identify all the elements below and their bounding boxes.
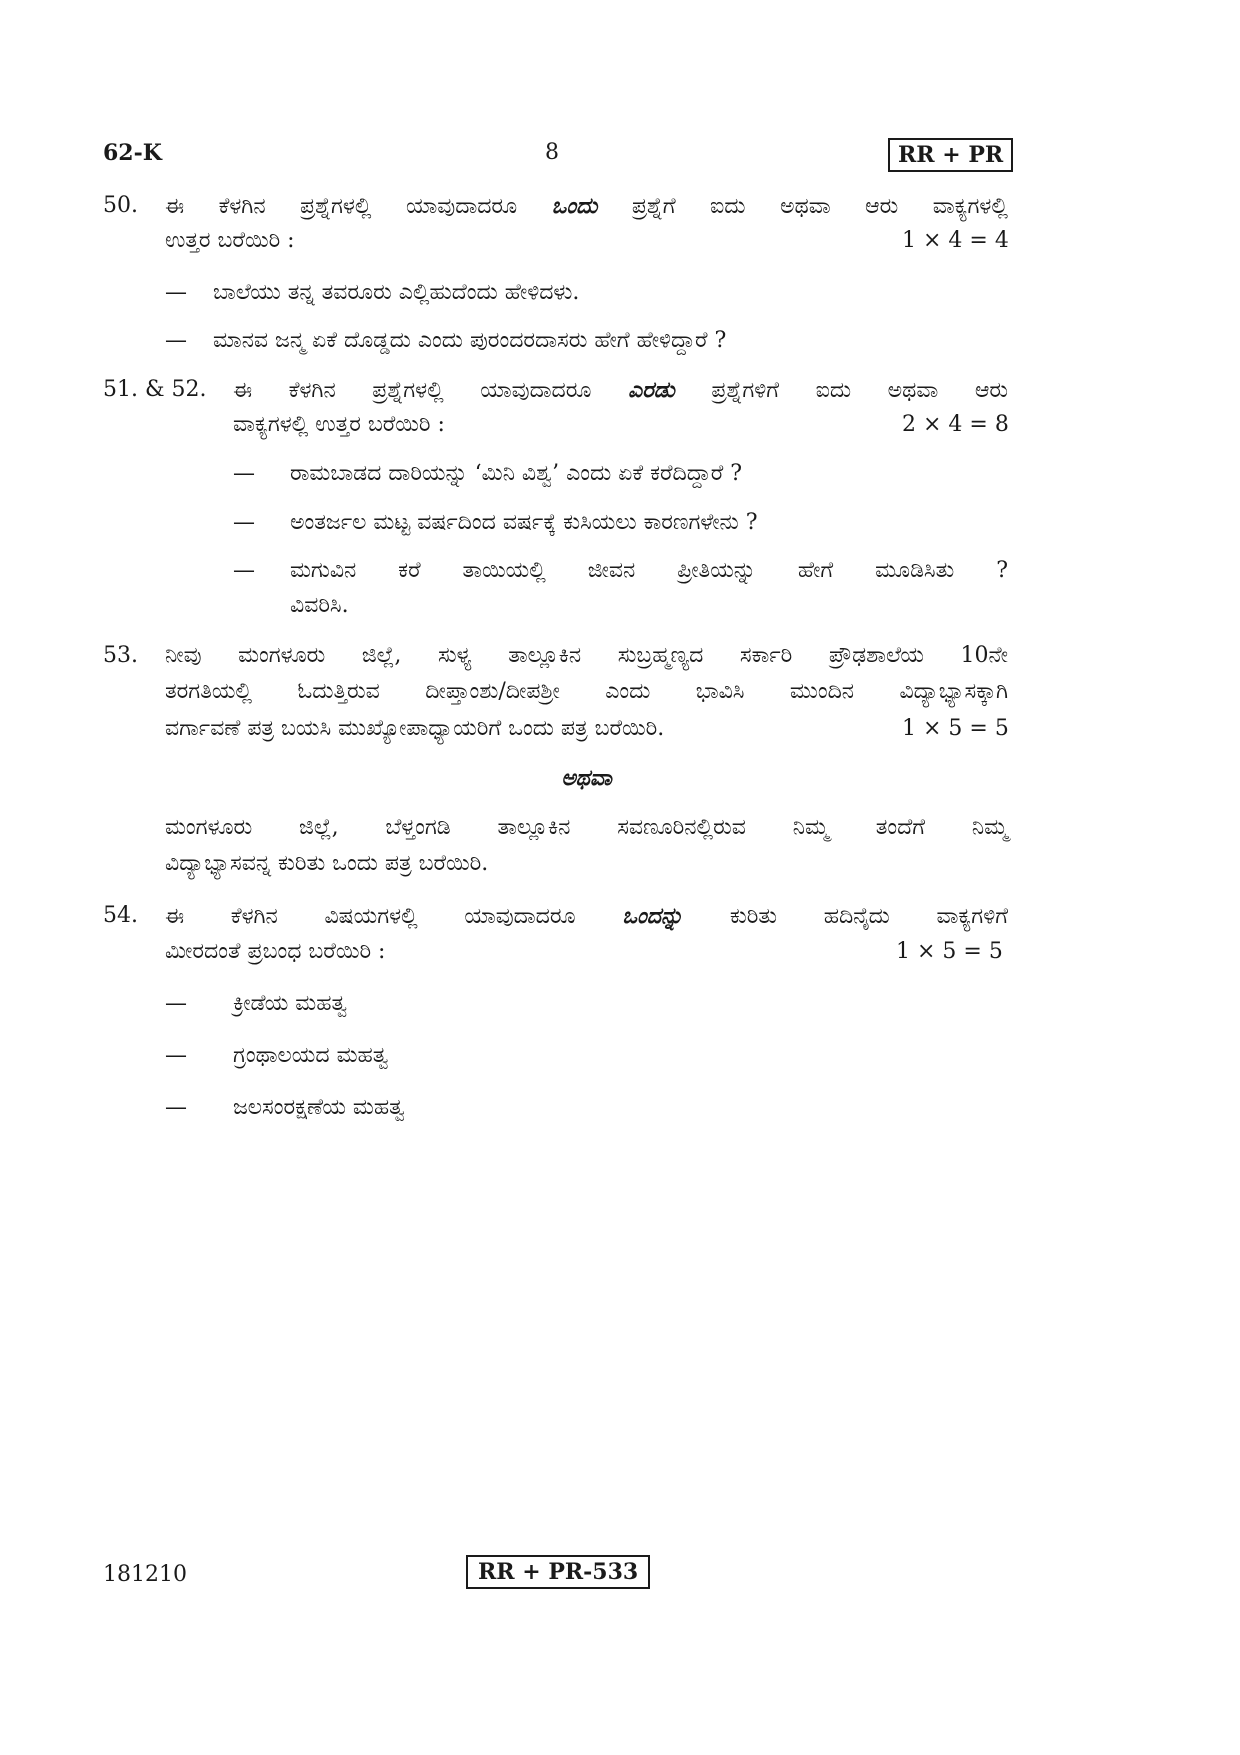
question-text — [165, 903, 1008, 929]
option-item-continuation: ವಿವರಿಸಿ. — [290, 593, 349, 618]
footer-code: 181210 — [103, 1562, 187, 1587]
dash-bullet: — — [165, 280, 187, 305]
footer-series-box: RR + PR-533 — [466, 1555, 650, 1589]
question-number: 53. — [103, 643, 138, 668]
emphasis-word: ಎರಡು — [628, 377, 675, 403]
dash-bullet: — — [233, 510, 255, 535]
alternative-text: ಮಂಗಳೂರು ಜಿಲ್ಲೆ, ಬೆಳ್ತಂಗಡಿ ತಾಲ್ಲೂಕಿನ ಸವಣೂರಿನಲ್ಲಿರುವ ನಿಮ್ಮ ತಂದೆಗೆ ನಿಮ್ಮ — [165, 815, 1008, 840]
topic-item: ಜಲಸಂರಕ್ಷಣೆಯ ಮಹತ್ವ — [233, 1095, 405, 1120]
question-text-line2: ಉತ್ತರ ಬರೆಯಿರಿ : — [165, 228, 295, 253]
question-text: ನೀವು ಮಂಗಳೂರು ಜಿಲ್ಲೆ, ಸುಳ್ಯ ತಾಲ್ಲೂಕಿನ ಸುಬ್ರಹ್ಮಣ್ಯದ ಸರ್ಕಾರಿ ಪ್ರೌಢಶಾಲೆಯ 10ನೇ — [165, 643, 1008, 668]
text-run: ಈ ಕೆಳಗಿನ ವಿಷಯಗಳಲ್ಲಿ ಯಾವುದಾದರೂ — [165, 904, 623, 929]
alternative-text: ವಿದ್ಯಾಭ್ಯಾಸವನ್ನ ಕುರಿತು ಒಂದು ಪತ್ರ ಬರೆಯಿರಿ. — [165, 851, 489, 876]
question-text-line2: ಮೀರದಂತೆ ಪ್ರಬಂಧ ಬರೆಯಿರಿ : — [165, 939, 386, 964]
question-text: ತರಗತಿಯಲ್ಲಿ ಓದುತ್ತಿರುವ ದೀಪ್ತಾಂಶು/ದೀಪಶ್ರೀ ಎಂದು ಭಾವಿಸಿ ಮುಂದಿನ ವಿದ್ಯಾಭ್ಯಾಸಕ್ಕಾಗಿ — [165, 679, 1008, 704]
question-number: 50. — [103, 193, 138, 218]
marks-label: 1 × 5 = 5 — [902, 716, 1009, 741]
text-run: ಈ ಕೆಳಗಿನ ಪ್ರಶ್ನೆಗಳಲ್ಲಿ ಯಾವುದಾದರೂ — [165, 194, 552, 219]
marks-label: 2 × 4 = 8 — [902, 412, 1009, 437]
dash-bullet: — — [165, 991, 187, 1016]
dash-bullet: — — [233, 461, 255, 486]
paper-code: 62-K — [103, 140, 162, 166]
dash-bullet: — — [165, 1095, 187, 1120]
question-number: 51. & 52. — [103, 377, 207, 402]
dash-bullet: — — [165, 328, 187, 353]
page-number: 8 — [545, 140, 559, 165]
dash-bullet: — — [233, 558, 255, 583]
option-item: ಅಂತರ್ಜಲ ಮಟ್ಟ ವರ್ಷದಿಂದ ವರ್ಷಕ್ಕೆ ಕುಸಿಯಲು ಕಾರಣಗಳೇನು ? — [290, 510, 758, 535]
question-text-line2: ವಾಕ್ಯಗಳಲ್ಲಿ ಉತ್ತರ ಬರೆಯಿರಿ : — [233, 412, 445, 437]
text-run: ಪ್ರಶ್ನೆಗಳಿಗೆ ಐದು ಅಥವಾ ಆರು — [674, 378, 1008, 403]
question-number: 54. — [103, 903, 138, 928]
question-text — [165, 193, 1008, 219]
text-run: ಕುರಿತು ಹದಿನೈದು ವಾಕ್ಯಗಳಿಗೆ — [683, 904, 1008, 929]
topic-item: ಗ್ರಂಥಾಲಯದ ಮಹತ್ವ — [233, 1043, 389, 1068]
text-run: ಈ ಕೆಳಗಿನ ಪ್ರಶ್ನೆಗಳಲ್ಲಿ ಯಾವುದಾದರೂ — [233, 378, 629, 403]
or-separator: ಅಥವಾ — [561, 765, 612, 791]
question-text — [233, 377, 1008, 403]
option-item: ರಾಮಬಾಡದ ದಾರಿಯನ್ನು ‘ಮಿನಿ ವಿಶ್ವ’ ಎಂದು ಏಕೆ ಕರೆದಿದ್ದಾರೆ ? — [290, 461, 743, 486]
marks-label: 1 × 5 = 5 — [896, 939, 1003, 964]
emphasis-word: ಒಂದು — [551, 193, 598, 219]
emphasis-word: ಒಂದನ್ನು — [622, 903, 684, 929]
dash-bullet: — — [165, 1043, 187, 1068]
marks-label: 1 × 4 = 4 — [902, 228, 1009, 253]
option-item: ಬಾಲೆಯು ತನ್ನ ತವರೂರು ಎಲ್ಲಿಹುದೆಂದು ಹೇಳಿದಳು. — [213, 280, 580, 305]
text-run: ಪ್ರಶ್ನೆಗೆ ಐದು ಅಥವಾ ಆರು ವಾಕ್ಯಗಳಲ್ಲಿ — [597, 194, 1009, 219]
series-box: RR + PR — [888, 138, 1013, 172]
option-item: ಮಗುವಿನ ಕರೆ ತಾಯಿಯಲ್ಲಿ ಜೀವನ ಪ್ರೀತಿಯನ್ನು ಹೇಗೆ ಮೂಡಿಸಿತು ? — [290, 558, 1008, 583]
topic-item: ಕ್ರೀಡೆಯ ಮಹತ್ವ — [233, 991, 348, 1016]
option-item: ಮಾನವ ಜನ್ಮ ಏಕೆ ದೊಡ್ಡದು ಎಂದು ಪುರಂದರದಾಸರು ಹೇಗೆ ಹೇಳಿದ್ದಾರೆ ? — [213, 328, 727, 353]
question-text: ವರ್ಗಾವಣೆ ಪತ್ರ ಬಯಸಿ ಮುಖ್ಯೋಪಾಧ್ಯಾಯರಿಗೆ ಒಂದು ಪತ್ರ ಬರೆಯಿರಿ. — [165, 716, 665, 741]
